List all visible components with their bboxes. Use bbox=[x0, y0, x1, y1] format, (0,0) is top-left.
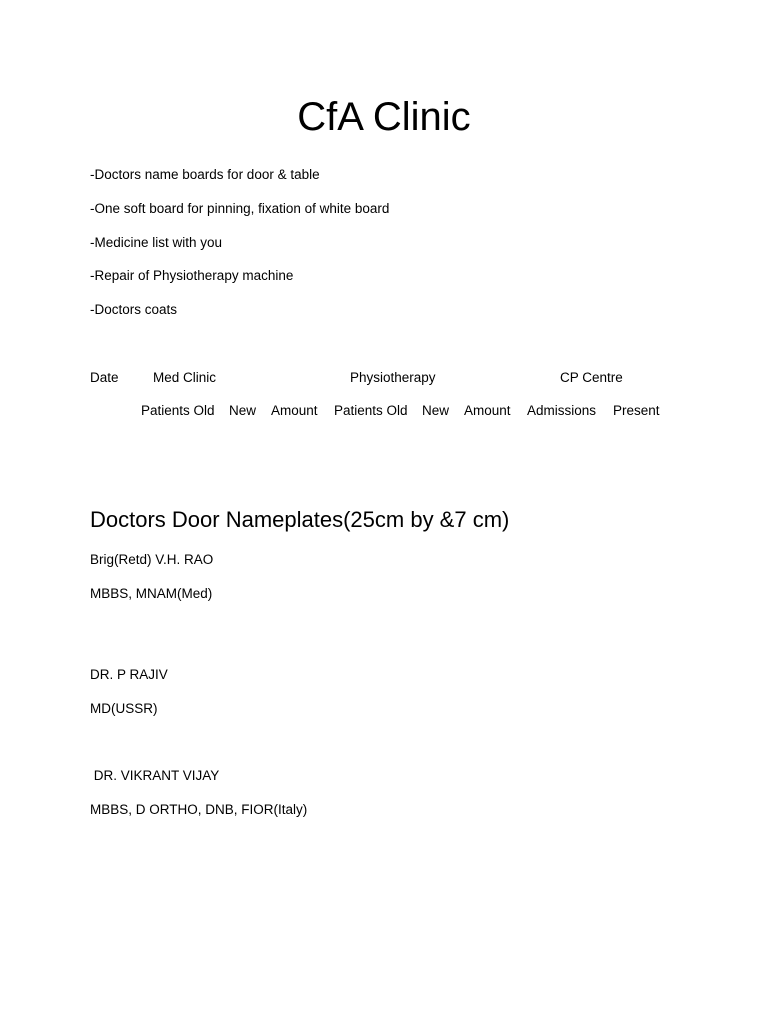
header-cp-centre: CP Centre bbox=[560, 370, 623, 385]
subheader-present: Present bbox=[613, 403, 660, 418]
subheader-new: New bbox=[422, 403, 450, 418]
header-physiotherapy: Physiotherapy bbox=[350, 370, 436, 385]
subheader-admissions: Admissions bbox=[527, 403, 597, 418]
doctor-name: DR. P RAJIV bbox=[90, 667, 168, 682]
nameplates-heading: Doctors Door Nameplates(25cm by &7 cm) bbox=[90, 507, 510, 532]
doctor-qualification: MBBS, D ORTHO, DNB, FIOR(Italy) bbox=[90, 802, 308, 817]
doctor-qualification: MBBS, MNAM(Med) bbox=[90, 586, 213, 601]
header-date: Date bbox=[90, 370, 119, 385]
page-title: CfA Clinic bbox=[297, 95, 471, 139]
subheader-patients-old: Patients Old bbox=[334, 403, 408, 418]
requirement-item: -Medicine list with you bbox=[90, 235, 223, 250]
requirement-item: -Doctors name boards for door & table bbox=[90, 167, 320, 182]
subheader-new: New bbox=[229, 403, 257, 418]
header-med-clinic: Med Clinic bbox=[153, 370, 217, 385]
subheader-amount: Amount bbox=[464, 403, 511, 418]
subheader-amount: Amount bbox=[271, 403, 318, 418]
requirement-item: -Doctors coats bbox=[90, 302, 178, 317]
requirement-item: -One soft board for pinning, fixation of white board bbox=[90, 201, 390, 216]
doctor-name: Brig(Retd) V.H. RAO bbox=[90, 552, 214, 567]
doctor-name: DR. VIKRANT VIJAY bbox=[90, 768, 220, 783]
doctor-qualification: MD(USSR) bbox=[90, 701, 158, 716]
subheader-patients-old: Patients Old bbox=[141, 403, 215, 418]
requirement-item: -Repair of Physiotherapy machine bbox=[90, 268, 294, 283]
